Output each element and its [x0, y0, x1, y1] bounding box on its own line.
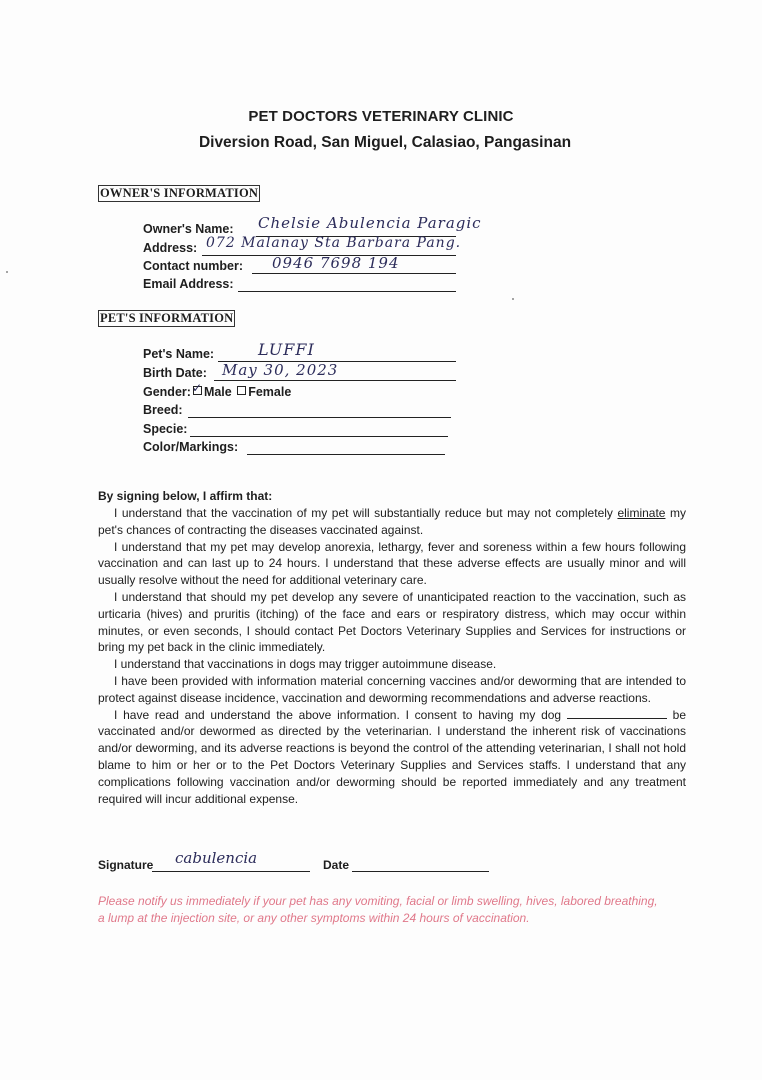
pet-breed-line[interactable] — [188, 417, 451, 418]
scan-speck — [6, 271, 8, 273]
scan-speck — [512, 298, 514, 300]
checkmark-icon: ✓ — [191, 381, 202, 395]
pet-birthdate-line — [214, 380, 456, 381]
pet-breed-label: Breed: — [143, 403, 183, 417]
owner-name-value[interactable]: Chelsie Abulencia Paragic — [258, 214, 482, 232]
owner-name-label: Owner's Name: — [143, 222, 234, 236]
pet-name-value[interactable]: LUFFI — [258, 340, 315, 359]
signature-value: cabulencia — [175, 849, 258, 867]
consent-paragraph-1 — [98, 505, 686, 539]
owner-contact-label: Contact number: — [143, 259, 243, 273]
clinic-address: Diversion Road, San Miguel, Calasiao, Pangasinan — [198, 134, 572, 151]
owner-contact-row — [143, 259, 243, 274]
clinic-name: PET DOCTORS VETERINARY CLINIC — [248, 108, 514, 125]
date-row — [323, 858, 349, 872]
female-checkbox[interactable] — [237, 386, 246, 395]
pet-name-row — [143, 347, 214, 362]
consent-paragraph-2: I understand that my pet may develop anorexia, lethargy, fever and soreness within a few hours following vaccination and can last up to 24 hours. I understand that these adverse effects are usually minor and will usually resolve without the need for additional veterinary care. — [98, 539, 686, 588]
consent-paragraph-4: I understand that vaccinations in dogs may trigger autoimmune disease. — [114, 657, 497, 672]
pet-specie-label: Specie: — [143, 422, 188, 436]
owner-address-value[interactable]: 072 Malanay Sta Barbara Pang. — [206, 235, 462, 251]
pet-section-title: PET'S INFORMATION — [100, 311, 234, 325]
consent-paragraph-3: I understand that should my pet develop any severe of unanticipated reaction to the vaccination, such as urticaria (hives) and pruritis (itching) of the face and ears or respiratory distress, which may occur within minutes, or even seconds, I should contact Pet Doctors Veterinary Supplies and Services for instructions or bring my pet back in the clinic immediately. — [98, 589, 686, 655]
pet-gender-row — [143, 381, 292, 400]
consent-p1-underlined: eliminate — [617, 506, 666, 520]
pet-color-line[interactable] — [247, 454, 445, 455]
female-option-label: Female — [248, 385, 292, 399]
pet-breed-row — [143, 403, 183, 418]
pet-color-row — [143, 440, 238, 455]
date-line[interactable] — [352, 871, 489, 872]
consent-p1-text: I understand that the vaccination of my pet will substantially reduce but may not completely — [114, 506, 618, 520]
pet-birthdate-label: Birth Date: — [143, 366, 207, 380]
footer-note: Please notify us immediately if your pet has any vomiting, facial or limb swelling, hives, labored breathing, a lump at the injection site, or any other symptoms within 24 hours of vaccination. — [98, 894, 658, 925]
male-option-label: Male — [203, 385, 232, 399]
pet-gender-label: Gender: — [143, 385, 191, 399]
date-label: Date — [323, 858, 350, 872]
signature-row — [98, 858, 153, 872]
consent-paragraph-5: I have been provided with information material concerning vaccines and/or deworming that are intended to protect against disease incidence, vaccination and deworming recommendations and adverse reactions. — [98, 673, 686, 705]
dog-name-blank[interactable] — [567, 708, 667, 719]
pet-birthdate-value[interactable]: May 30, 2023 — [222, 361, 339, 379]
owner-section-title: OWNER'S INFORMATION — [100, 186, 259, 200]
pet-specie-line[interactable] — [190, 436, 448, 437]
consent-paragraph-6 — [98, 707, 686, 808]
owner-email-row — [143, 277, 234, 292]
consent-heading: By signing below, I affirm that: — [98, 489, 273, 503]
consent-p6-text-end: be vaccinated and/or dewormed as directed by the veterinarian. I understand the inherent risk of vaccinations and/or deworming, and its adverse reactions is beyond the control of the attending veterinarian, I shall not hold blame to him or her or to the Pet Doctors Veterinary Supplies and Services staffs. I understand that any complications following vaccination and/or deworming should be reported immediately and any treatment required will incur additional expense. — [98, 707, 686, 806]
owner-contact-value[interactable]: 0946 7698 194 — [272, 254, 400, 272]
owner-address-row — [143, 241, 197, 256]
pet-specie-row — [143, 422, 187, 437]
signature-line[interactable] — [152, 871, 310, 872]
male-checkbox[interactable] — [191, 381, 202, 395]
consent-body — [98, 505, 686, 807]
pet-name-label: Pet's Name: — [143, 347, 215, 361]
signature-label: Signature — [98, 858, 154, 872]
consent-p6-text: I have read and understand the above information. I consent to having my dog — [114, 707, 562, 722]
consent-p1-text-end: my pet's chances of contracting the diseases vaccinated against. — [98, 506, 686, 537]
owner-email-label: Email Address: — [143, 277, 234, 291]
pet-color-label: Color/Markings: — [143, 440, 239, 454]
pet-birthdate-row — [143, 366, 207, 381]
owner-email-line[interactable] — [238, 291, 456, 292]
owner-contact-line — [252, 273, 456, 274]
owner-address-label: Address: — [143, 241, 198, 255]
